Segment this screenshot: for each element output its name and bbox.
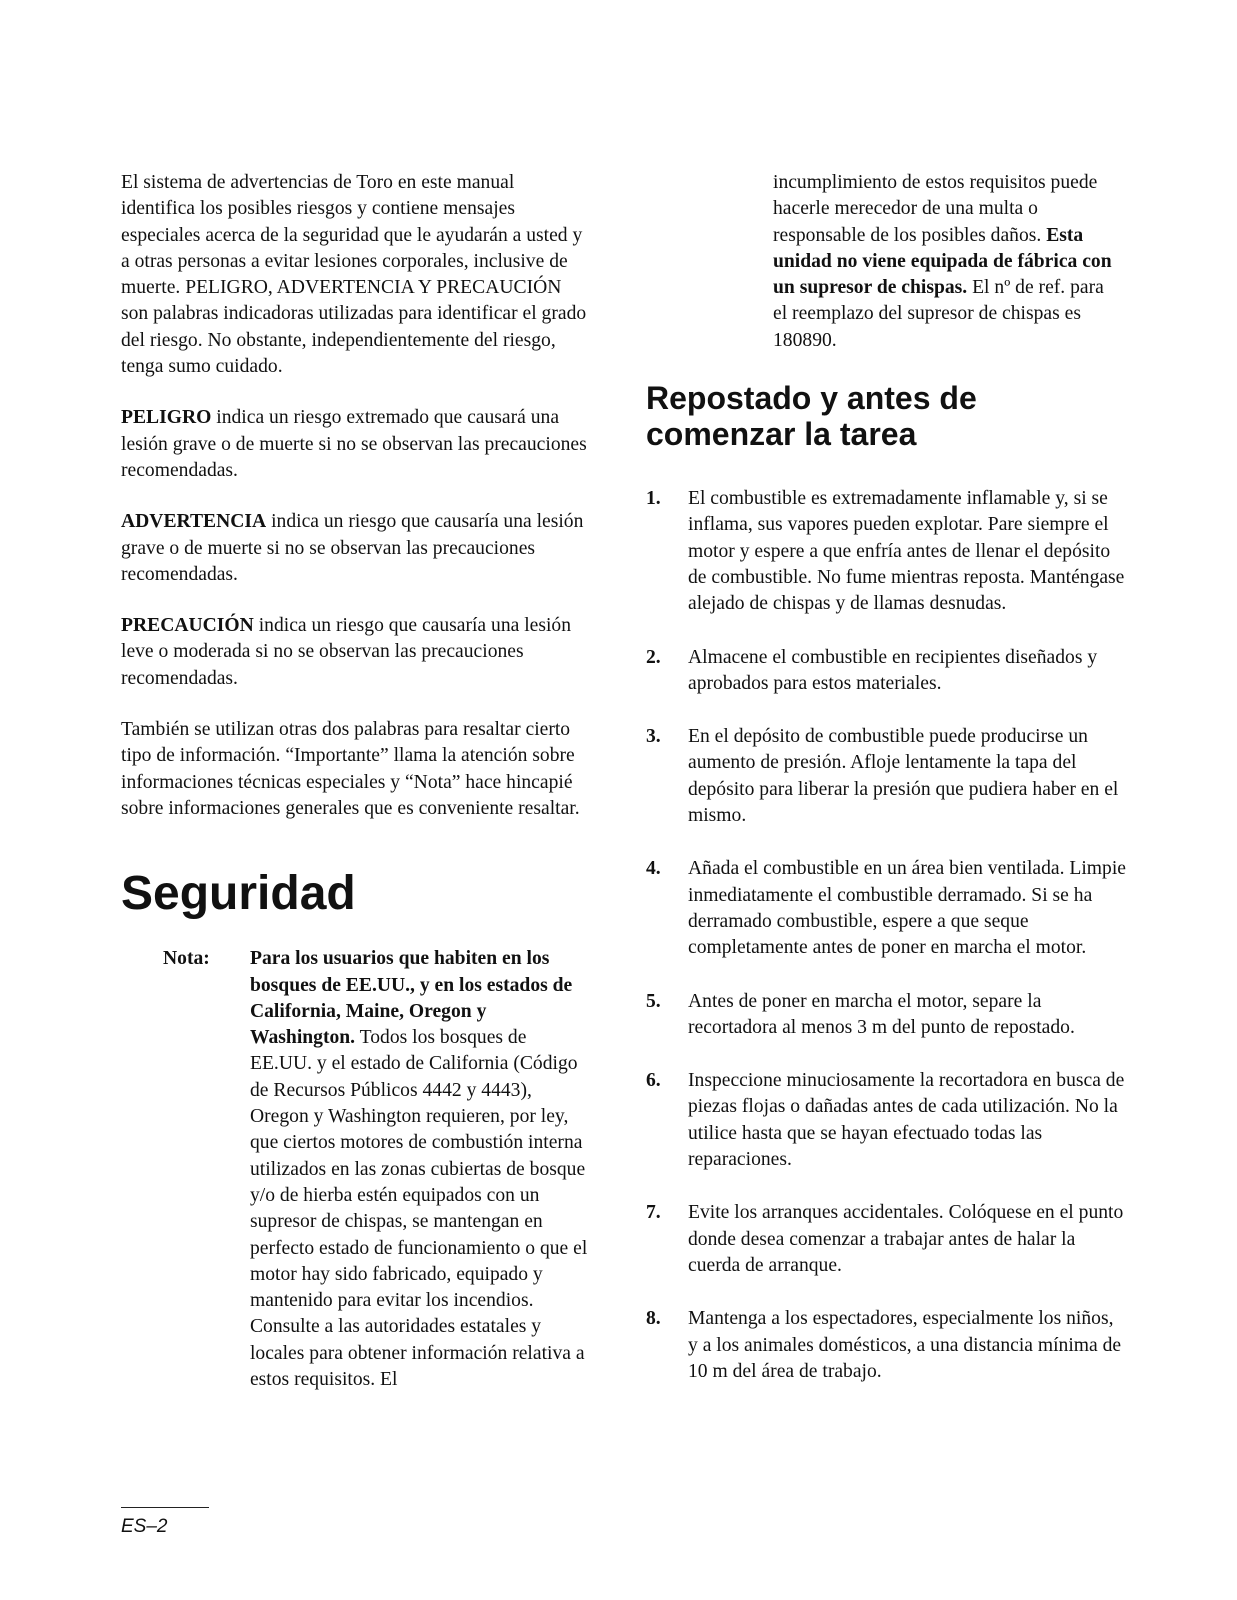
section-title-seguridad: Seguridad	[121, 867, 356, 921]
step-number: 7.	[646, 1202, 661, 1224]
step-number: 6.	[646, 1070, 661, 1092]
definition-term: ADVERTENCIA	[121, 511, 267, 533]
note-cont-end: El nº de ref. para el reemplazo del supresor de chispas es 180890.	[773, 277, 1104, 351]
step-text: En el depósito de combustible puede producirse un aumento de presión. Afloje lentamente la tapa del depósito para liberar la presión que pudiera haber en el mismo.	[688, 726, 1119, 827]
step-text: Almacene el combustible en recipientes diseñados y aprobados para estos materiales.	[688, 646, 1098, 694]
note-continuation	[773, 170, 1118, 354]
footer-rule	[121, 1507, 209, 1508]
note-block	[121, 946, 591, 1393]
step-text: El combustible es extremadamente inflamable y, si se inflama, sus vapores pueden explotar. Pare siempre el motor y espere a que enfría antes de llenar el depósito de combustible. No fume mientras reposta. Manténgase alejado de chispas y de llamas desnudas.	[688, 488, 1125, 615]
list-item	[646, 1200, 1126, 1279]
page-number: ES–2	[121, 1516, 168, 1537]
step-text: Mantenga a los espectadores, especialmente los niños, y a los animales domésticos, a una distancia mínima de 10 m del área de trabajo.	[688, 1308, 1122, 1382]
definition-precaucion	[121, 613, 591, 692]
note-label: Nota:	[163, 948, 210, 970]
right-column	[646, 170, 1126, 1412]
definition-term: PELIGRO	[121, 407, 212, 429]
definition-term: PRECAUCIÓN	[121, 615, 254, 637]
note-cont-text: incumplimiento de estos requisitos puede hacerle merecedor de una multa o responsable de los posibles daños.	[773, 172, 1098, 246]
list-item	[646, 989, 1126, 1042]
steps-list	[646, 486, 1126, 1385]
left-column	[121, 170, 591, 1393]
step-number: 3.	[646, 726, 661, 748]
list-item	[646, 724, 1126, 829]
note-body: Todos los bosques de EE.UU. y el estado de California (Código de Recursos Públicos 4442 y 4443), Oregon y Washington requieren, por ley, que ciertos motores de combustión interna utilizados en las zonas cubiertas de bosque y/o de hierba estén equipados con un supresor de chispas, se mantengan en perfecto estado de funcionamiento o que el motor hay sido fabricado, equipado y mantenido para evitar los incendios. Consulte a las autoridades estatales y locales para obtener información relativa a estos requisitos. El	[249, 1027, 588, 1390]
step-text: Inspeccione minuciosamente la recortadora en busca de piezas flojas o dañadas antes de cada utilización. No la utilice hasta que se hayan efectuado todas las reparaciones.	[688, 1070, 1125, 1171]
section-title-repostado: Repostado y antes de comenzar la tarea	[646, 380, 977, 453]
definition-text: indica un riesgo que causaría una lesión grave o de muerte si no se observan las precauciones recomendadas.	[121, 511, 584, 585]
step-number: 1.	[646, 488, 661, 510]
step-number: 8.	[646, 1308, 661, 1330]
step-text: Evite los arranques accidentales. Colóquese en el punto donde desea comenzar a trabajar antes de halar la cuerda de arranque.	[688, 1202, 1124, 1276]
definition-text: indica un riesgo extremado que causará una lesión grave o de muerte si no se observan las precauciones recomendadas.	[121, 407, 587, 481]
step-number: 4.	[646, 858, 661, 880]
list-item	[646, 486, 1126, 617]
list-item	[646, 856, 1126, 961]
definition-peligro	[121, 405, 591, 484]
list-item	[646, 645, 1126, 698]
definition-advertencia	[121, 509, 591, 588]
step-text: Añada el combustible en un área bien ventilada. Limpie inmediatamente el combustible derramado. Si se ha derramado combustible, espere a que seque completamente antes de poner en marcha el motor.	[688, 858, 1126, 959]
intro-paragraph: El sistema de advertencias de Toro en este manual identifica los posibles riesgos y contiene mensajes especiales acerca de la seguridad que le ayudarán a usted y a otras personas a evitar lesiones corporales, inclusive de muerte. PELIGRO, ADVERTENCIA Y PRECAUCIÓN son palabras indicadoras utilizadas para identificar el grado del riesgo. No obstante, independientemente del riesgo, tenga sumo cuidado.	[121, 172, 587, 378]
step-number: 5.	[646, 990, 661, 1012]
note-cont-bold: Esta unidad no viene equipada de fábrica con un supresor de chispas.	[773, 224, 1112, 299]
note-bold: Para los usuarios que habiten en los bosques de EE.UU., y en los estados de California, Maine, Oregon y Washington.	[249, 948, 573, 1049]
step-number: 2.	[646, 646, 661, 668]
list-item	[646, 1068, 1126, 1173]
other-words-paragraph: También se utilizan otras dos palabras para resaltar cierto tipo de información. “Importante” llama la atención sobre informaciones técnicas especiales y “Nota” hace hincapié sobre informaciones generales que es conveniente resaltar.	[121, 719, 580, 819]
definition-text: indica un riesgo que causaría una lesión leve o moderada si no se observan las precauciones recomendadas.	[121, 615, 572, 689]
step-text: Antes de poner en marcha el motor, separe la recortadora al menos 3 m del punto de repostado.	[688, 990, 1075, 1038]
list-item	[646, 1306, 1126, 1385]
note-text	[250, 946, 591, 1393]
